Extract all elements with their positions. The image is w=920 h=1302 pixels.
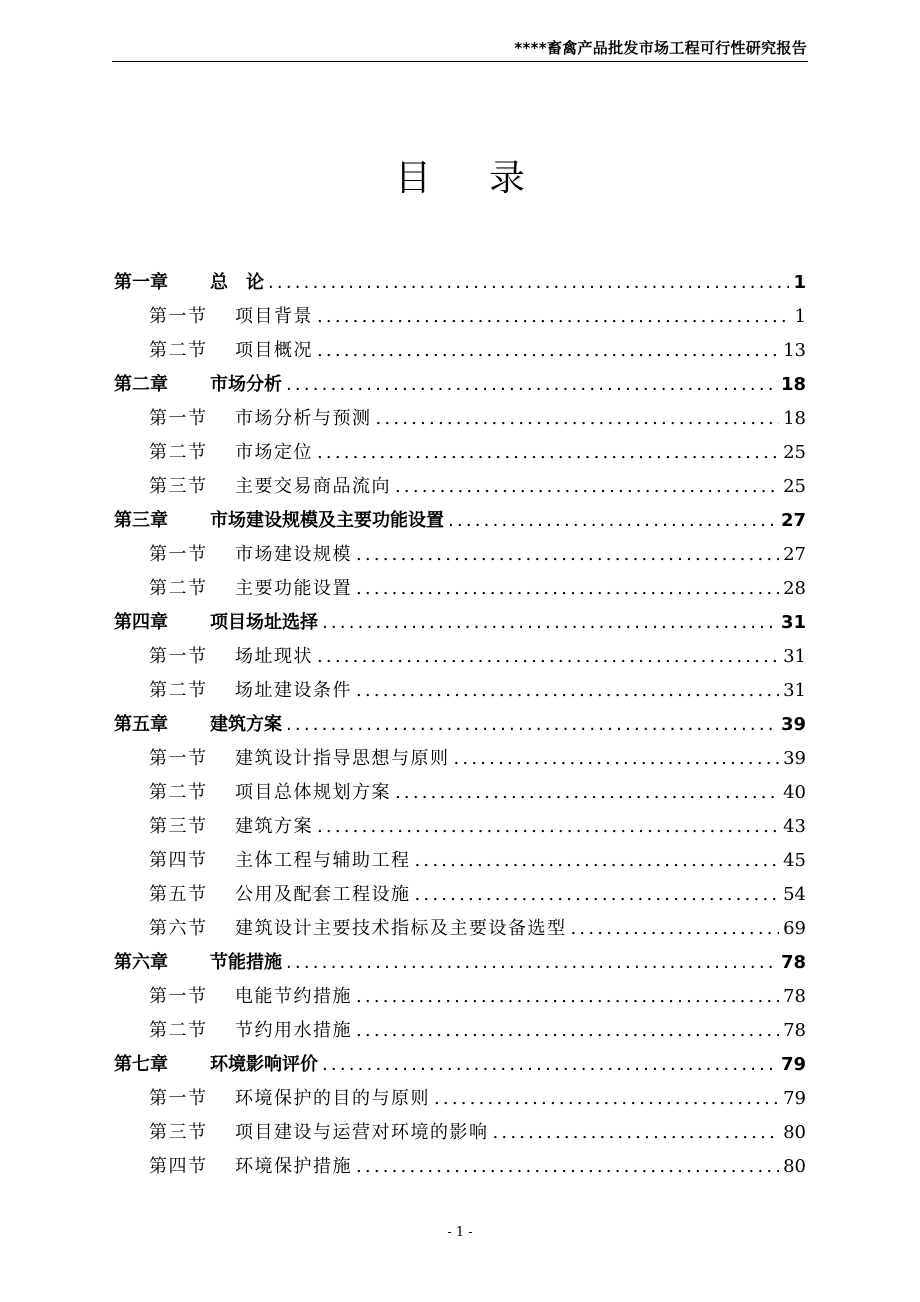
toc-entry-page-number: 78 [783, 986, 806, 1007]
toc-entry-title: 市场建设规模 [235, 544, 352, 565]
toc-entry-page-number: 27 [783, 544, 806, 565]
toc-entry-page-number: 80 [783, 1122, 806, 1143]
toc-entry-title: 主要功能设置 [235, 578, 352, 599]
toc-section-entry[interactable] [114, 300, 806, 334]
toc-entry-label: 第一节 [149, 646, 208, 667]
toc-entry-title: 市场定位 [235, 442, 313, 463]
toc-entry-page-number: 1 [794, 306, 806, 327]
running-header: ****畜禽产品批发市场工程可行性研究报告 [514, 39, 807, 57]
toc-entry-title: 环境保护的目的与原则 [235, 1088, 430, 1109]
toc-dot-leader [415, 844, 780, 878]
toc-entry-label: 第二节 [149, 340, 208, 361]
toc-section-entry[interactable] [114, 844, 806, 878]
toc-dot-leader [286, 708, 777, 742]
toc-entry-page-number: 78 [783, 1020, 806, 1041]
toc-dot-leader [356, 1014, 779, 1048]
toc-section-entry[interactable] [114, 470, 806, 504]
toc-entry-label: 第六节 [149, 918, 208, 939]
toc-section-entry[interactable] [114, 1082, 806, 1116]
toc-entry-label: 第三节 [149, 816, 208, 837]
toc-entry-page-number: 39 [783, 748, 806, 769]
toc-entry-label: 第二章 [114, 374, 168, 395]
toc-entry-label: 第四节 [149, 850, 208, 871]
toc-entry-label: 第二节 [149, 442, 208, 463]
toc-entry-title: 项目总体规划方案 [235, 782, 391, 803]
toc-dot-leader [286, 368, 777, 402]
toc-dot-leader [356, 572, 779, 606]
toc-entry-label: 第一节 [149, 986, 208, 1007]
toc-dot-leader [317, 300, 791, 334]
toc-section-entry[interactable] [114, 334, 806, 368]
toc-entry-title: 主体工程与辅助工程 [235, 850, 411, 871]
toc-dot-leader [454, 742, 780, 776]
toc-entry-page-number: 28 [783, 578, 806, 599]
toc-entry-title: 建筑设计指导思想与原则 [235, 748, 450, 769]
toc-entry-page-number: 25 [783, 442, 806, 463]
toc-entry-page-number: 39 [780, 714, 806, 735]
toc-entry-page-number: 40 [783, 782, 806, 803]
toc-dot-leader [434, 1082, 779, 1116]
toc-entry-page-number: 78 [780, 952, 806, 973]
toc-chapter-entry[interactable] [114, 1048, 806, 1082]
toc-section-entry[interactable] [114, 878, 806, 912]
toc-dot-leader [493, 1116, 780, 1150]
toc-chapter-entry[interactable] [114, 368, 806, 402]
toc-section-entry[interactable] [114, 980, 806, 1014]
toc-entry-title: 建筑设计主要技术指标及主要设备选型 [235, 918, 567, 939]
toc-section-entry[interactable] [114, 1116, 806, 1150]
toc-entry-title: 项目背景 [235, 306, 313, 327]
toc-section-entry[interactable] [114, 674, 806, 708]
toc-dot-leader [317, 640, 779, 674]
toc-entry-title: 总 论 [210, 272, 264, 293]
toc-entry-label: 第七章 [114, 1054, 168, 1075]
toc-entry-page-number: 43 [783, 816, 806, 837]
toc-entry-page-number: 18 [780, 374, 806, 395]
toc-entry-title: 市场分析与预测 [235, 408, 372, 429]
toc-section-entry[interactable] [114, 1014, 806, 1048]
toc-dot-leader [415, 878, 780, 912]
toc-entry-title: 场址现状 [235, 646, 313, 667]
toc-entry-label: 第三节 [149, 476, 208, 497]
toc-dot-leader [356, 674, 779, 708]
toc-entry-page-number: 25 [783, 476, 806, 497]
toc-dot-leader [317, 436, 779, 470]
toc-entry-page-number: 31 [783, 680, 806, 701]
toc-entry-label: 第五节 [149, 884, 208, 905]
toc-entry-label: 第二节 [149, 680, 208, 701]
toc-section-entry[interactable] [114, 1150, 806, 1184]
toc-entry-label: 第四章 [114, 612, 168, 633]
toc-chapter-entry[interactable] [114, 708, 806, 742]
page-number: - 1 - [447, 1225, 473, 1240]
toc-entry-title: 项目场址选择 [210, 612, 318, 633]
toc-chapter-entry[interactable] [114, 504, 806, 538]
toc-dot-leader [317, 334, 779, 368]
toc-section-entry[interactable] [114, 402, 806, 436]
toc-dot-leader [322, 1048, 777, 1082]
toc-entry-title: 节约用水措施 [235, 1020, 352, 1041]
toc-entry-title: 场址建设条件 [235, 680, 352, 701]
toc-entry-title: 市场建设规模及主要功能设置 [210, 510, 444, 531]
toc-entry-label: 第二节 [149, 1020, 208, 1041]
toc-entry-label: 第三节 [149, 1122, 208, 1143]
toc-entry-title: 建筑方案 [210, 714, 282, 735]
toc-entry-title: 公用及配套工程设施 [235, 884, 411, 905]
toc-entry-label: 第二节 [149, 578, 208, 599]
toc-entry-title: 市场分析 [210, 374, 282, 395]
toc-entry-page-number: 31 [783, 646, 806, 667]
toc-entry-title: 建筑方案 [235, 816, 313, 837]
toc-entry-page-number: 79 [780, 1054, 806, 1075]
toc-entry-page-number: 79 [783, 1088, 806, 1109]
toc-entry-label: 第一章 [114, 272, 168, 293]
toc-entry-label: 第五章 [114, 714, 168, 735]
toc-entry-label: 第一节 [149, 306, 208, 327]
toc-dot-leader [448, 504, 777, 538]
toc-entry-title: 项目概况 [235, 340, 313, 361]
page-title: 目录 [394, 158, 583, 199]
toc-dot-leader [268, 266, 789, 300]
toc-entry-title: 节能措施 [210, 952, 282, 973]
toc-dot-leader [571, 912, 780, 946]
toc-dot-leader [356, 1150, 779, 1184]
toc-chapter-entry[interactable] [114, 946, 806, 980]
toc-entry-title: 环境保护措施 [235, 1156, 352, 1177]
toc-entry-label: 第六章 [114, 952, 168, 973]
header-rule [112, 61, 808, 62]
toc-dot-leader [395, 470, 779, 504]
toc-entry-title: 环境影响评价 [210, 1054, 318, 1075]
toc-entry-label: 第四节 [149, 1156, 208, 1177]
toc-chapter-entry[interactable] [114, 266, 806, 300]
toc-entry-page-number: 1 [793, 272, 806, 293]
toc-entry-label: 第三章 [114, 510, 168, 531]
toc-section-entry[interactable] [114, 572, 806, 606]
toc-entry-label: 第一节 [149, 748, 208, 769]
toc-entry-page-number: 54 [783, 884, 806, 905]
toc-entry-title: 主要交易商品流向 [235, 476, 391, 497]
toc-dot-leader [317, 810, 779, 844]
toc-dot-leader [376, 402, 780, 436]
toc-entry-page-number: 69 [783, 918, 806, 939]
toc-section-entry[interactable] [114, 742, 806, 776]
toc-section-entry[interactable] [114, 538, 806, 572]
toc-entry-page-number: 80 [783, 1156, 806, 1177]
toc-entry-page-number: 31 [780, 612, 806, 633]
toc-entry-title: 项目建设与运营对环境的影响 [235, 1122, 489, 1143]
toc-section-entry[interactable] [114, 776, 806, 810]
table-of-contents [114, 266, 806, 1184]
toc-dot-leader [395, 776, 779, 810]
toc-entry-title: 电能节约措施 [235, 986, 352, 1007]
toc-entry-label: 第一节 [149, 1088, 208, 1109]
toc-entry-label: 第一节 [149, 544, 208, 565]
toc-entry-label: 第一节 [149, 408, 208, 429]
toc-entry-label: 第二节 [149, 782, 208, 803]
toc-entry-page-number: 18 [783, 408, 806, 429]
toc-section-entry[interactable] [114, 640, 806, 674]
toc-section-entry[interactable] [114, 810, 806, 844]
toc-chapter-entry[interactable] [114, 606, 806, 640]
toc-section-entry[interactable] [114, 436, 806, 470]
toc-dot-leader [322, 606, 777, 640]
toc-dot-leader [356, 980, 779, 1014]
toc-entry-page-number: 13 [783, 340, 806, 361]
toc-dot-leader [356, 538, 779, 572]
toc-dot-leader [286, 946, 777, 980]
toc-section-entry[interactable] [114, 912, 806, 946]
toc-entry-page-number: 27 [780, 510, 806, 531]
toc-entry-page-number: 45 [783, 850, 806, 871]
